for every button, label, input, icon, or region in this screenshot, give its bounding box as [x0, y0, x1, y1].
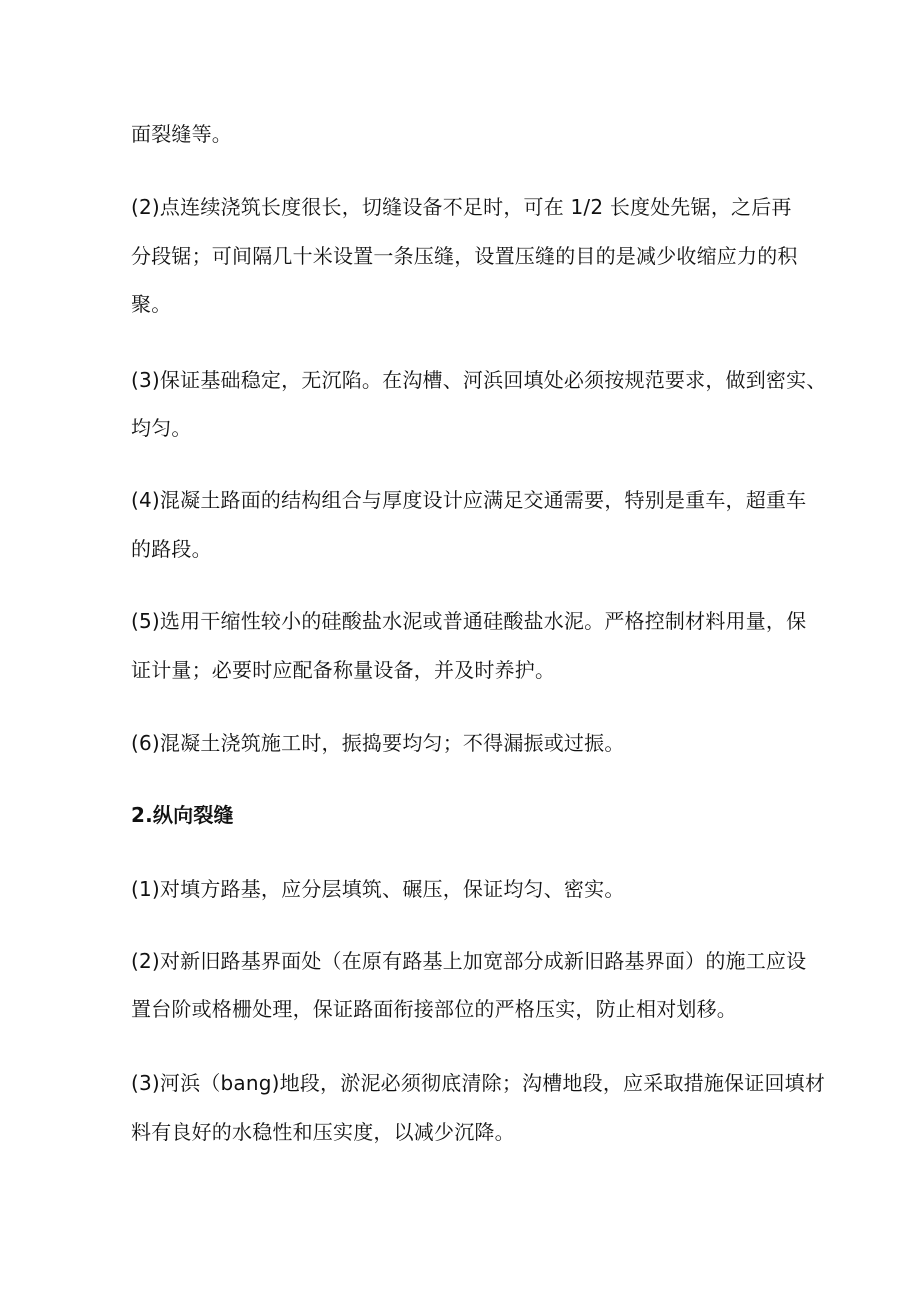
text-line: 置台阶或格栅处理，保证路面衔接部位的严格压实，防止相对划移。: [131, 997, 737, 1021]
text-line: (5)选用干缩性较小的硅酸盐水泥或普通硅酸盐水泥。严格控制材料用量，保: [131, 609, 807, 633]
text-line: 料有良好的水稳性和压实度，以减少沉降。: [131, 1120, 515, 1144]
text-line: 证计量；必要时应配备称量设备，并及时养护。: [131, 658, 556, 682]
text-line: 聚。: [131, 292, 172, 316]
text-line: (1)对填方路基，应分层填筑、碾压，保证均匀、密实。: [131, 877, 625, 901]
text-line: (3)保证基础稳定，无沉陷。在沟槽、河浜回填处必须按规范要求，做到密实、: [131, 368, 827, 392]
text-line: (4)混凝土路面的结构组合与厚度设计应满足交通需要，特别是重车，超重车: [131, 488, 807, 512]
text-line: 分段锯；可间隔几十米设置一条压缝，设置压缝的目的是减少收缩应力的积: [131, 244, 798, 268]
section-heading: 2.纵向裂缝: [131, 803, 234, 827]
text-line: 面裂缝等。: [131, 122, 232, 146]
text-line: 均匀。: [131, 416, 192, 440]
text-line: (6)混凝土浇筑施工时，振捣要均匀；不得漏振或过振。: [131, 731, 625, 755]
text-line: 的路段。: [131, 537, 212, 561]
text-line: (3)河浜（bang)地段，淤泥必须彻底清除；沟槽地段，应采取措施保证回填材: [131, 1071, 826, 1095]
text-line: (2)点连续浇筑长度很长，切缝设备不足时，可在 1/2 长度处先锯，之后再: [131, 195, 792, 219]
text-line: (2)对新旧路基界面处（在原有路基上加宽部分成新旧路基界面）的施工应设: [131, 949, 807, 973]
